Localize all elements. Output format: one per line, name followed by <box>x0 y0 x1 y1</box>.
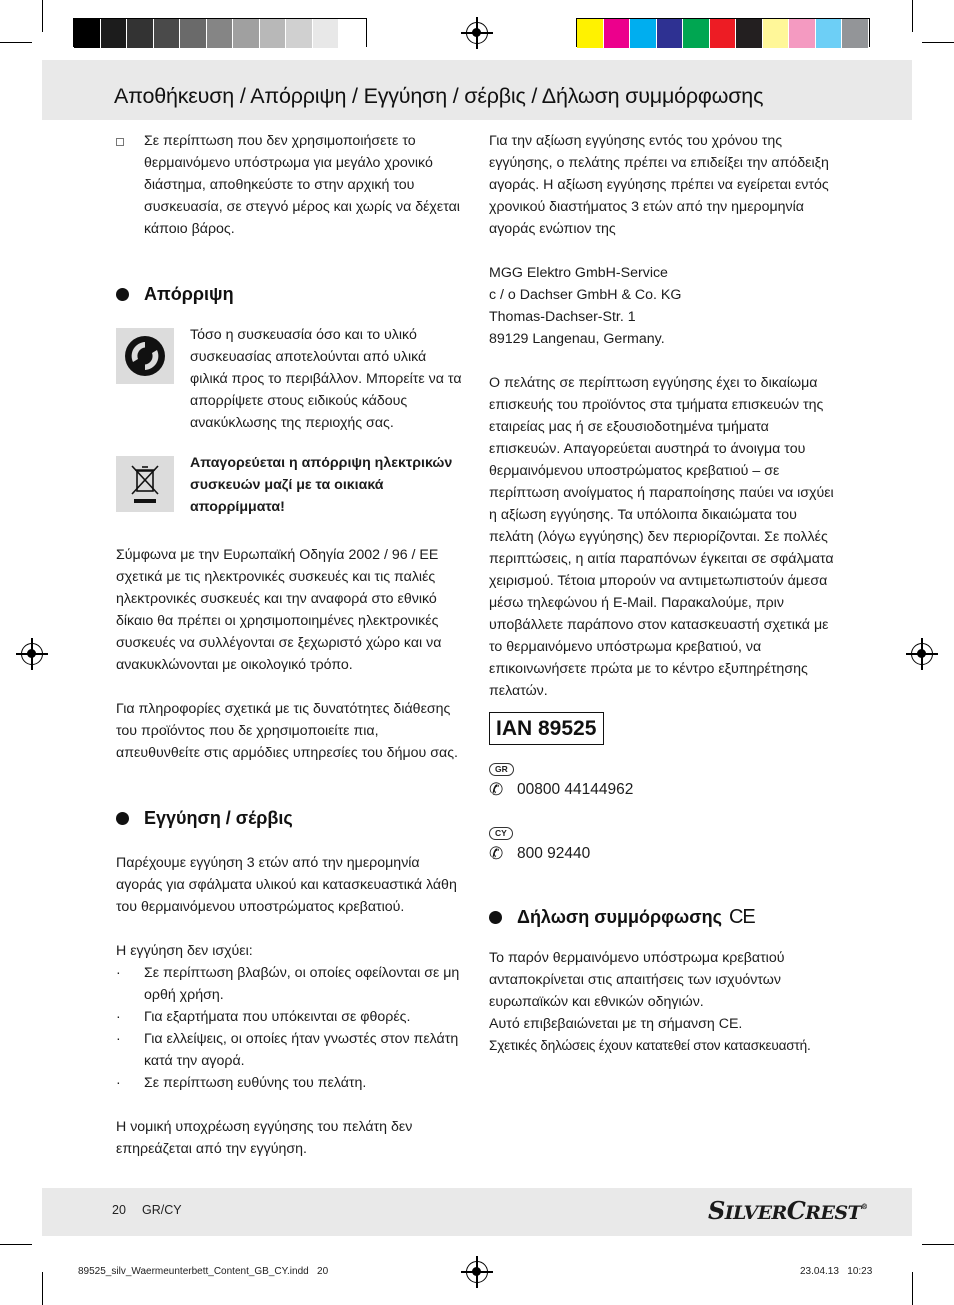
registration-mark-icon <box>466 22 488 44</box>
color-swatch <box>630 19 657 48</box>
silvercrest-logo: SILVERCREST® <box>708 1196 868 1225</box>
recycle-info: Τόσο η συσκευασία όσο και το υλικό συσκευασίας αποτελούνται από υλικά φιλικά προς το περιβάλλον. Μπορείτε να τα απορρίψετε στους ειδικούς κάδους ανακύκλωσης της περιοχής σας. <box>116 324 466 434</box>
color-swatch <box>313 19 340 48</box>
color-swatch <box>577 19 604 48</box>
right-column <box>489 130 841 1057</box>
bullet-disc-icon <box>489 911 502 924</box>
grayscale-color-bar <box>73 18 367 47</box>
color-swatch <box>657 19 684 48</box>
bullet-disc-icon <box>116 288 129 301</box>
color-swatch <box>789 19 816 48</box>
list-item: · Για ελλείψεις, οι οποίες ήταν γνωστές στον πελάτη κατά την αγορά. <box>116 1031 459 1069</box>
crop-mark <box>912 0 913 32</box>
list-item: · Για εξαρτήματα που υπόκεινται σε φθορές. <box>116 1009 411 1025</box>
process-color-bar <box>576 18 870 47</box>
storage-note <box>116 130 466 240</box>
color-swatch <box>763 19 790 48</box>
crop-mark <box>0 1244 32 1245</box>
list-item: · Σε περίπτωση ευθύνης του πελάτη. <box>116 1075 367 1091</box>
country-badge-gr: GR <box>489 763 514 776</box>
color-swatch <box>604 19 631 48</box>
warranty-heading: Εγγύηση / σέρβις <box>116 806 466 830</box>
crop-mark <box>42 1272 43 1305</box>
left-column <box>116 130 466 1160</box>
color-swatch <box>842 19 869 48</box>
service-address: MGG Elektro GmbH-Service c / o Dachser GmbH & Co. KG Thomas-Dachser-Str. 1 89129 Langenau, Germany. <box>489 265 682 347</box>
phone-icon: ✆ <box>489 844 504 863</box>
color-swatch <box>816 19 843 48</box>
color-swatch <box>233 19 260 48</box>
disposal-heading: Απόρριψη <box>116 282 466 306</box>
page-number: 20 <box>112 1203 126 1217</box>
ian-label: IAN 89525 <box>489 712 604 745</box>
legal-paragraph: Η νομική υποχρέωση εγγύησης του πελάτη δεν επηρεάζεται από την εγγύηση. <box>116 1119 413 1157</box>
not-valid-title: Η εγγύηση δεν ισχύει: <box>116 943 253 959</box>
conformity-paragraph-2: Αυτό επιβεβαιώνεται με τη σήμανση CE. <box>489 1016 743 1032</box>
color-swatch <box>339 19 366 48</box>
info-paragraph: Για πληροφορίες σχετικά με τις δυνατότητες διάθεσης του προϊόντος που δε χρησιμοποιείτε πια, απευθυνθείτε στις αρμόδιες υπηρεσίες του δήμου σας. <box>116 701 458 761</box>
conformity-paragraph: Το παρόν θερμαινόμενο υπόστρωμα κρεβατιού ανταποκρίνεται στις απαιτήσεις των ισχυόντων ευρωπαϊκών και εθνικών οδηγιών. <box>489 950 785 1010</box>
directive-paragraph: Σύμφωνα με την Ευρωπαϊκή Οδηγία 2002 / 96 / EE σχετικά με τις ηλεκτρονικές συσκευές και τις παλιές ηλεκτρονικές συσκευές και την αναφορά στο εθνικό δίκαιο θα πρέπει οι χρησιμοποιημένες ηλεκτρονικές συσκευές να συλλέγονται σε ξεχωριστό χώρο και να ανακυκλώνονται με οικολογικό τρόπο. <box>116 547 442 673</box>
color-swatch <box>74 19 101 48</box>
color-swatch <box>127 19 154 48</box>
storage-note-text: Σε περίπτωση που δεν χρησιμοποιήσετε το θερμαινόμενο υπόστρωμα για μεγάλο χρονικό διάστημα, αποθηκεύστε το στην αρχική του συσκευασία, σε στεγνό μέρος και χωρίς να δέχεται κάποιο βάρος. <box>144 133 460 237</box>
slug-date: 23.04.13 10:23 <box>800 1266 873 1277</box>
color-swatch <box>736 19 763 48</box>
crop-mark <box>0 42 32 43</box>
registration-mark-icon <box>911 643 933 665</box>
country-code: GR/CY <box>142 1203 182 1217</box>
registration-mark-icon <box>21 643 43 665</box>
crop-mark <box>922 42 954 43</box>
checkbox-bullet-icon <box>116 138 124 146</box>
green-dot-recycle-icon <box>116 328 174 384</box>
phone-gr: ✆ 00800 44144962 <box>489 780 634 799</box>
repair-paragraph: Ο πελάτης σε περίπτωση εγγύησης έχει το δικαίωμα επισκευής του προϊόντος στα τμήματα επισκευών της εταιρείας μας ή σε εξουσιοδοτημένα τμήματα επισκευών. Απαγορεύεται αυστηρά το άνοιγμα του θερμαινόμενου υποστρώματος κρεβατιού – σε περίπτωση ανοίγματος ή παραποίησης παύει να ισχύει η αξίωση εγγύησης. Τα υπόλοιπα δικαιώματα του πελάτη (λόγω εγγύησης) δεν περιορίζονται. Σε πολλές περιπτώσεις, η αιτία παραπόνων έγκειται σε σφάλματα χειρισμού. Τέτοια μπορούν να αντιμετωπιστούν άμεσα μέσω τηλεφώνου ή E-Mail. Παρακαλούμε, πριν υποβάλλετε παράπονο στον κατασκευαστή σχετικά με το θερμαινόμενο υπόστρωμα κρεβατιού, να επικοινωνήσετε πρώτα με το κέντρο εξυπηρέτησης πελατών. <box>489 375 834 699</box>
claim-paragraph: Για την αξίωση εγγύησης εντός του χρόνου της εγγύησης, ο πελάτης πρέπει να επιδείξει την απόδειξη αγοράς. Η αξίωση εγγύησης πρέπει να εγείρεται εντός χρονικού διαστήματος 3 ετών από την ημερομηνία αγοράς ενώπιον της <box>489 133 829 237</box>
crop-mark <box>42 0 43 32</box>
crop-mark <box>912 1272 913 1305</box>
ce-mark-icon: CE <box>728 906 755 928</box>
phone-cy: ✆ 800 92440 <box>489 844 591 863</box>
page-title: Αποθήκευση / Απόρριψη / Εγγύηση / σέρβις / Δήλωση συμμόρφωσης <box>114 84 764 108</box>
color-swatch <box>154 19 181 48</box>
slug-file-info: 89525_silv_Waermeunterbett_Content_GB_CY.indd 20 <box>78 1266 329 1277</box>
not-valid-list <box>116 962 466 1094</box>
warranty-intro: Παρέχουμε εγγύηση 3 ετών από την ημερομηνία αγοράς για σφάλματα υλικού και κατασκευαστικά λάθη του θερμαινόμενου υποστρώματος κρεβατιού. <box>116 855 457 915</box>
color-swatch <box>207 19 234 48</box>
color-swatch <box>286 19 313 48</box>
color-swatch <box>710 19 737 48</box>
crossed-bin-icon <box>116 456 174 512</box>
list-item: · Σε περίπτωση βλαβών, οι οποίες οφείλονται σε μη ορθή χρήση. <box>116 965 460 1003</box>
bullet-disc-icon <box>116 812 129 825</box>
color-swatch <box>101 19 128 48</box>
registration-mark-icon <box>466 1261 488 1283</box>
country-badge-cy: CY <box>489 827 513 840</box>
color-swatch <box>180 19 207 48</box>
conformity-heading: Δήλωση συμμόρφωσης CE <box>489 905 841 929</box>
conformity-paragraph-3: Σχετικές δηλώσεις έχουν κατατεθεί στον κατασκευαστή. <box>489 1038 811 1053</box>
weee-warning: Απαγορεύεται η απόρριψη ηλεκτρικών συσκευών μαζί με τα οικιακά απορρίμματα! <box>116 452 466 518</box>
crop-mark <box>922 1244 954 1245</box>
phone-icon: ✆ <box>489 780 504 799</box>
color-swatch <box>260 19 287 48</box>
color-swatch <box>683 19 710 48</box>
